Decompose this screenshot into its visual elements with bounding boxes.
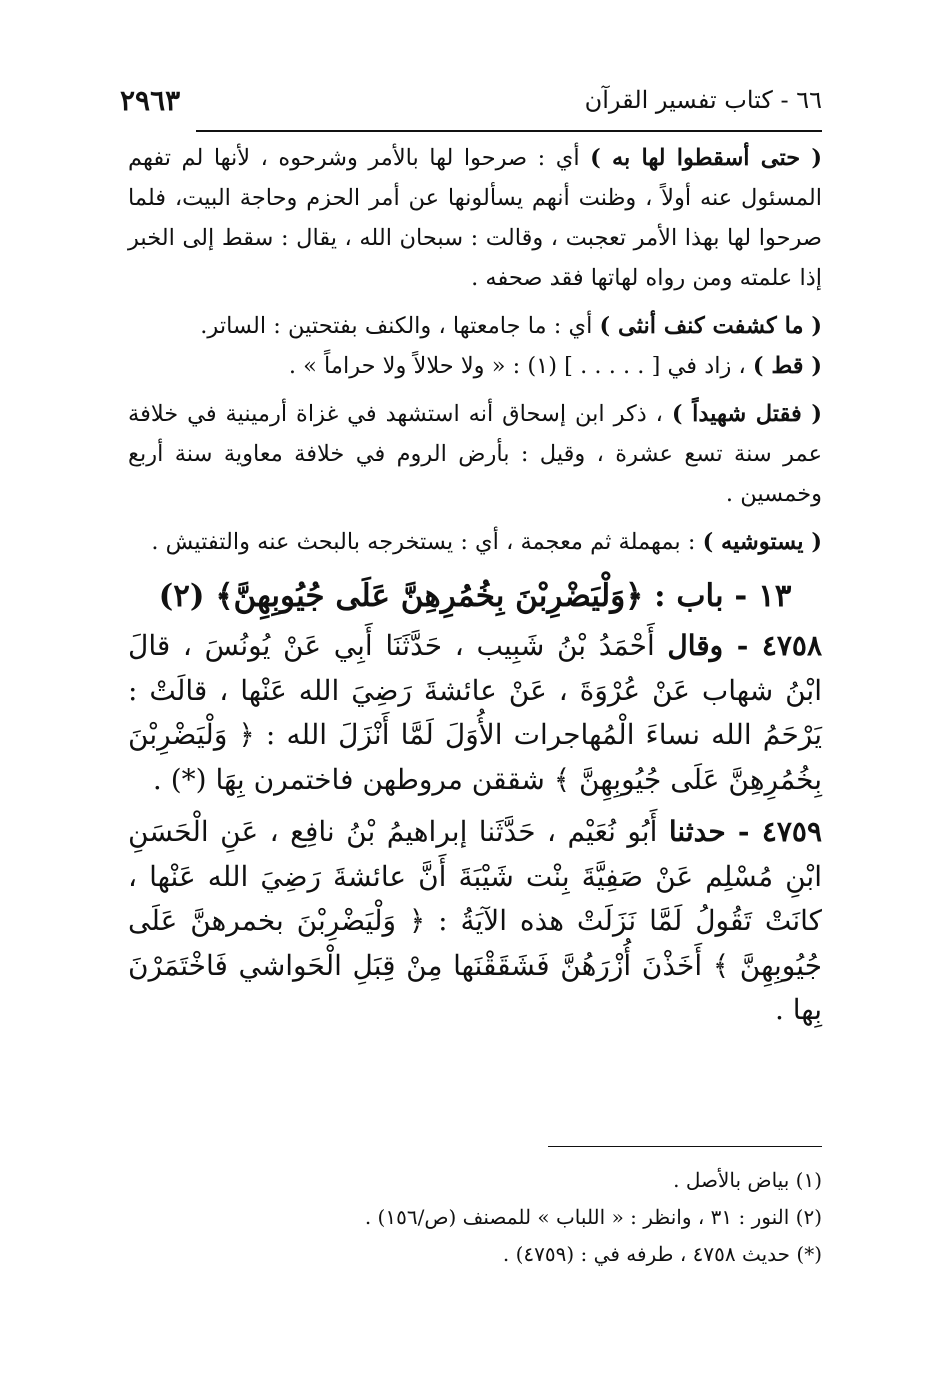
commentary-text: ، زاد في [ . . . . . ] (١) : « ولا حلالاً ولا حراماً » . xyxy=(288,353,753,379)
page-number: ٢٩٦٣ xyxy=(120,84,181,117)
footnote-rule xyxy=(548,1146,822,1147)
commentary-paragraph xyxy=(128,138,822,298)
footnote: (*) حديث ٤٧٥٨ ، طرفه في : (٤٧٥٩) . xyxy=(502,1242,822,1266)
commentary-paragraph xyxy=(128,394,822,514)
commentary-term: ( فقتل شهيداً ) xyxy=(671,401,822,427)
commentary-term: ( يستوشيه ) xyxy=(702,529,822,555)
header-rule xyxy=(196,130,822,132)
hadith-paragraph xyxy=(128,624,822,802)
commentary-text: : بمهملة ثم معجمة ، أي : يستخرجه بالبحث عنه والتفتيش . xyxy=(151,529,703,555)
footnotes xyxy=(128,1162,822,1273)
running-title: ٦٦ - كتاب تفسير القرآن xyxy=(584,86,822,114)
hadith-paragraph xyxy=(128,810,822,1033)
commentary-text: ، ذكر ابن إسحاق أنه استشهد في غزاة أرمينية في خلافة عمر سنة تسع عشرة ، وقيل : بأرض الروم في خلافة معاوية سنة أربع وخمسين . xyxy=(128,401,822,507)
commentary-term: ( ما كشفت كنف أنثى ) xyxy=(599,313,822,339)
hadith-number: ٤٧٥٨ - وقال xyxy=(667,629,822,662)
commentary-term: ( قط ) xyxy=(752,353,822,379)
commentary-term: ( حتى أسقطوا لها به ) xyxy=(590,145,823,171)
footnote: (٢) النور : ٣١ ، وانظر : « اللباب » للمصنف (ص/١٥٦) . xyxy=(364,1205,822,1229)
page-header xyxy=(120,82,822,122)
hadith-text: أَبُو نُعَيْم ، حَدَّثَنا إبراهيمُ بْنُ نافِع ، عَنِ الْحَسَنِ ابْنِ مُسْلِم عَنْ صَفِيَّةَ بِنْت شَيْبَةَ أَنَّ عائشةَ رَضِيَ الله عَنْها ، كانَتْ تَقُولُ لَمَّا نَزَلَتْ هذه الآيَةُ : ﴿ وَلْيَضْرِبْنَ بخمرهنَّ عَلَى جُيُوبِهِنَّ ﴾ أَخَذْنَ أُزْرَهُنَّ فَشَقَقْنَها مِنْ قِبَلِ الْحَواشي فَاخْتَمَرْنَ بِها . xyxy=(128,815,822,1026)
hadith-text: أَحْمَدُ بْنُ شَبِيب ، حَدَّثَنَا أَبِي عَنْ يُونُسَ ، قالَ ابْنُ شهاب عَنْ عُرْوَةَ ، عَنْ عائشةَ رَضِيَ الله عَنْها ، قالَتْ : يَرْحَمُ الله نساءَ الْمُهاجرات الأُوَلَ لَمَّا أَنْزَلَ الله : ﴿ وَلْيَضْرِبْنَ بِخُمُرِهِنَّ عَلَى جُيُوبِهِنَّ ﴾ شققن مروطهن فاختمرن بِهَا (*) . xyxy=(128,629,822,796)
footnote: (١) بياض بالأصل . xyxy=(673,1168,822,1192)
page-body xyxy=(128,138,822,1033)
commentary-paragraph xyxy=(128,346,822,386)
section-heading: ١٣ - باب : ﴿وَلْيَضْرِبْنَ بِخُمُرِهِنَّ عَلَى جُيُوبِهِنَّ﴾ (٢) xyxy=(158,578,792,614)
commentary-text: أي : صرحوا لها بالأمر وشرحوه ، لأنها لم تفهم المسئول عنه أولاً ، وظنت أنهم يسألونها عن أمر الحزم وحاجة البيت، فلما صرحوا لها بهذا الأمر تعجبت ، وقالت : سبحان الله ، يقال : سقط إلى الخبر إذا علمته ومن رواه لهاتها فقد صحفه . xyxy=(128,145,822,291)
commentary-text: أي : ما جامعتها ، والكنف بفتحتين : الساتر. xyxy=(200,313,600,339)
hadith-number: ٤٧٥٩ - حدثنا xyxy=(668,815,822,848)
commentary-paragraph xyxy=(128,306,822,346)
commentary-paragraph xyxy=(128,522,822,562)
